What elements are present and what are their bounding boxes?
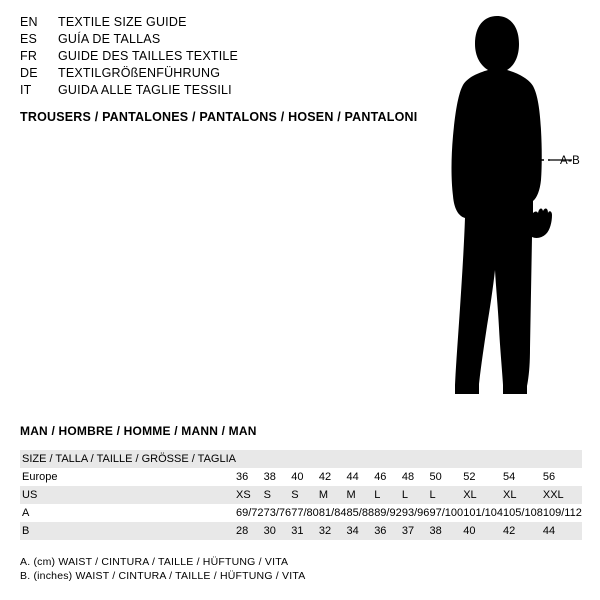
cell: 32 <box>318 525 332 537</box>
cell: 38 <box>263 471 276 483</box>
cell: 40 <box>463 525 476 537</box>
row-label: A <box>22 507 30 519</box>
cell: 30 <box>263 525 276 537</box>
size-table <box>20 450 582 540</box>
language-code: FR <box>20 49 38 63</box>
language-text: GUIDA ALLE TAGLIE TESSILI <box>58 83 232 97</box>
cell: 37 <box>401 525 415 537</box>
man-silhouette-icon <box>400 8 600 408</box>
cell: 36 <box>235 471 249 483</box>
table-caption-man: MAN / HOMBRE / HOMME / MANN / MAN <box>20 424 257 438</box>
cell <box>402 450 430 468</box>
cell: M <box>346 489 356 501</box>
silhouette-figure <box>400 8 600 408</box>
cell: 89/92 <box>374 507 402 519</box>
cell: L <box>374 489 381 501</box>
cell: XS <box>235 489 251 501</box>
row-label: B <box>22 525 30 537</box>
cell <box>503 450 543 468</box>
cell: 69/72 <box>235 507 264 519</box>
language-row-de <box>20 65 390 82</box>
language-text: GUÍA DE TALLAS <box>58 32 161 46</box>
table-row <box>20 468 582 486</box>
cell: 34 <box>346 525 359 537</box>
garment-section-title: TROUSERS / PANTALONES / PANTALONS / HOSEN / PANTALONI <box>20 110 418 124</box>
language-text: GUIDE DES TAILLES TEXTILE <box>58 49 239 63</box>
cell: 85/88 <box>346 507 375 519</box>
cell: 105/108 <box>503 507 543 519</box>
language-row-es <box>20 31 390 48</box>
cell <box>291 450 319 468</box>
language-text: TEXTILGRÖßENFÜHRUNG <box>58 66 221 80</box>
cell: 54 <box>503 471 516 483</box>
cell: 77/80 <box>291 507 319 519</box>
language-text: TEXTILE SIZE GUIDE <box>58 15 187 29</box>
language-code: EN <box>20 15 38 29</box>
footnote-a: A. (cm) WAIST / CINTURA / TAILLE / HÜFTUNG / VITA <box>20 556 289 568</box>
cell: L <box>429 489 436 501</box>
language-code: IT <box>20 83 32 97</box>
cell: 31 <box>291 525 304 537</box>
cell: S <box>291 489 299 501</box>
cell: 38 <box>429 525 442 537</box>
cell: 48 <box>401 471 415 483</box>
measure-label-ab: A-B <box>560 155 581 167</box>
cell: L <box>401 489 408 501</box>
cell <box>374 450 402 468</box>
row-label: SIZE / TALLA / TAILLE / GRÖSSE / TAGLIA <box>22 453 236 465</box>
cell: 52 <box>463 471 476 483</box>
language-row-fr <box>20 48 390 65</box>
cell: 44 <box>346 471 359 483</box>
cell <box>429 450 463 468</box>
cell: 28 <box>235 525 249 537</box>
language-row-it <box>20 82 390 99</box>
cell: 93/96 <box>401 507 430 519</box>
cell: 36 <box>374 525 387 537</box>
cell: 81/84 <box>318 507 347 519</box>
table-row <box>20 504 582 522</box>
cell: 101/104 <box>463 507 503 519</box>
cell: 50 <box>429 471 442 483</box>
row-label: US <box>22 489 38 501</box>
cell: XXL <box>542 489 564 501</box>
footnote-b: B. (inches) WAIST / CINTURA / TAILLE / HÜFTUNG / VITA <box>20 570 306 582</box>
row-label: Europe <box>22 471 58 483</box>
table-row <box>20 486 582 504</box>
cell: 56 <box>542 471 556 483</box>
table-row <box>20 522 582 540</box>
cell: XL <box>503 489 517 501</box>
cell: M <box>318 489 329 501</box>
cell <box>463 450 503 468</box>
language-code: ES <box>20 32 38 46</box>
cell <box>236 450 264 468</box>
language-code: DE <box>20 66 38 80</box>
cell: 97/100 <box>429 507 464 519</box>
cell: 73/76 <box>263 507 292 519</box>
cell: 42 <box>503 525 516 537</box>
footnotes <box>20 555 305 583</box>
table-row <box>20 450 582 468</box>
cell: 109/112 <box>542 507 582 519</box>
language-row-en <box>20 14 390 31</box>
cell <box>347 450 375 468</box>
cell: 40 <box>291 471 304 483</box>
cell: 46 <box>374 471 387 483</box>
cell: 44 <box>542 525 556 537</box>
cell <box>319 450 347 468</box>
cell: S <box>263 489 271 501</box>
language-list <box>20 14 390 99</box>
cell: 42 <box>318 471 332 483</box>
cell: XL <box>463 489 477 501</box>
cell <box>543 450 582 468</box>
cell <box>264 450 292 468</box>
